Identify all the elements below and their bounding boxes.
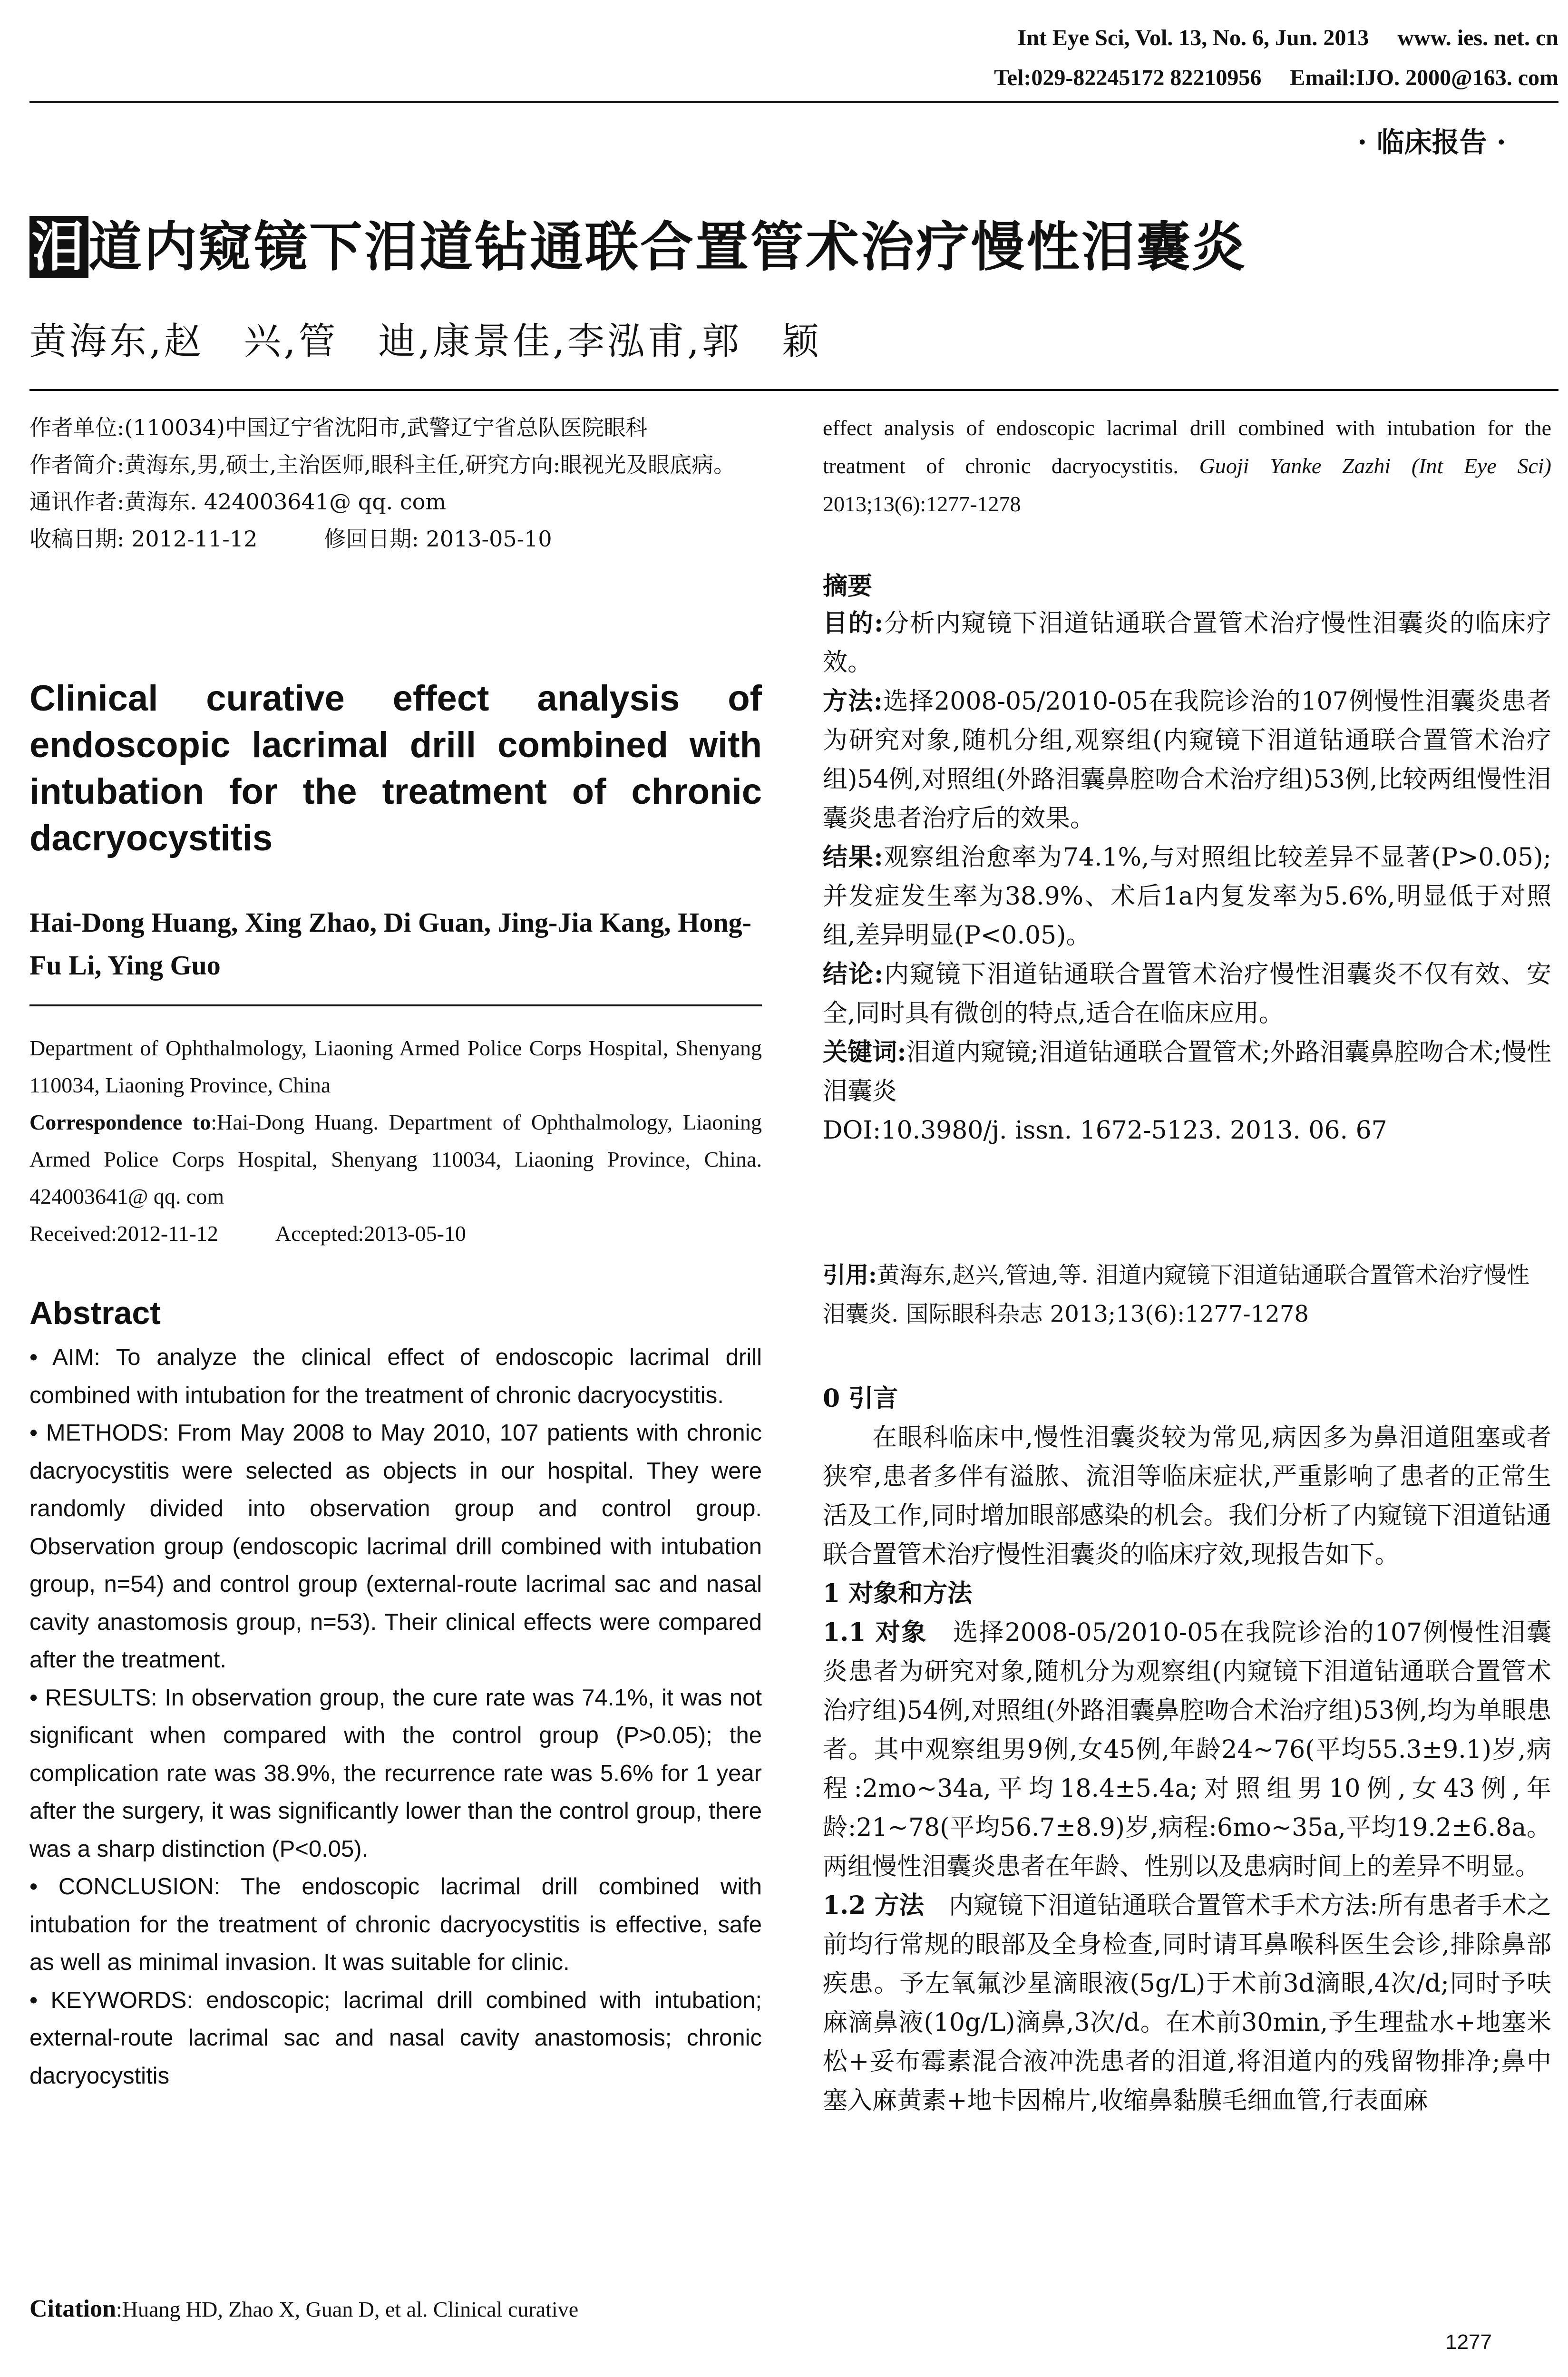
abstract-heading: Abstract: [29, 1295, 161, 1331]
method-heading: 1.2 方法: [823, 1891, 924, 1920]
mudi-label: 目的:: [823, 609, 884, 638]
citation-journal: Guoji Yanke Zazhi (Int Eye Sci): [1199, 454, 1552, 478]
page-number: 1277: [1445, 2330, 1492, 2354]
citation-tail: 2013;13(6):1277-1278: [823, 492, 1021, 516]
title-rule: [29, 389, 1558, 391]
title-first-char: 泪: [29, 216, 88, 278]
jielun-label: 结论:: [823, 960, 884, 989]
abstract-conclusion: • CONCLUSION: The endoscopic lacrimal drill combined with intubation for the treatment of chronic dacryocystitis is effective, safe as well as minimal invasion. It was suitable for clinic.: [29, 1874, 762, 1975]
correspondence-text: :Hai-Dong Huang. Department of Ophthalmology, Liaoning Armed Police Corps Hospital, Shenyang 110034, Liaoning Province, China. 424003641@ qq. com: [29, 1110, 762, 1208]
department-block: [29, 1030, 762, 1252]
jieguo-text: 观察组治愈率为74.1%,与对照组比较差异不显著(P>0.05);并发症发生率为38.9%、术后1a内复发率为5.6%,明显低于对照组,差异明显(P<0.05)。: [823, 843, 1552, 950]
abstract-body: [29, 1339, 762, 2095]
citation-start: :Huang HD, Zhao X, Guan D, et al. Clinical curative: [116, 2297, 579, 2321]
journal-email: Email:IJO. 2000@163. com: [1290, 65, 1558, 90]
zhaiyao-fangfa: [823, 682, 1551, 838]
authors-cn: 黄海东,赵 兴,管 迪,康景佳,李泓甫,郭 颖: [29, 320, 822, 363]
abstract-keywords: • KEYWORDS: endoscopic; lacrimal drill combined with intubation; external-route lacrimal sac and nasal cavity anastomosis; chronic dacryocystitis: [29, 1987, 762, 2089]
title-rest: 道内窥镜下泪道钻通联合置管术治疗慢性泪囊炎: [88, 216, 1247, 278]
fangfa-label: 方法:: [823, 687, 883, 716]
zhaiyao-mudi: [823, 604, 1551, 682]
jielun-text: 内窥镜下泪道钻通联合置管术治疗慢性泪囊炎不仅有效、安全,同时具有微创的特点,适合在临床应用。: [823, 960, 1551, 1028]
subjects-heading: 1.1 对象: [823, 1618, 927, 1647]
dates-en: [29, 1215, 762, 1252]
methods-heading: 1 对象和方法: [823, 1579, 973, 1608]
header-rule: [29, 101, 1558, 103]
kw-label: 关键词:: [823, 1038, 906, 1067]
intro-p1: 在眼科临床中,慢性泪囊炎较为常见,病因多为鼻泪道阻塞或者狭窄,患者多伴有溢脓、流泪等临床症状,严重影响了患者的正常生活及工作,同时增加眼部感染的机会。我们分析了内窥镜下泪道钻通联合置管术治疗慢性泪囊炎的临床疗效,现报告如下。: [823, 1423, 1551, 1569]
author-dates: [29, 520, 762, 557]
page-title: [29, 205, 1247, 281]
journal-info: Int Eye Sci, Vol. 13, No. 6, Jun. 2013: [1017, 25, 1369, 50]
journal-header-line1: [989, 25, 1558, 51]
journal-header-line2: [965, 65, 1558, 91]
journal-tel: Tel:029-82245172 82210956: [994, 65, 1262, 90]
section-tag: · 临床报告 ·: [1357, 126, 1506, 158]
citation-en: [29, 2292, 762, 2326]
zhaiyao-heading: 摘要: [823, 572, 873, 601]
yinyong-label: 引用:: [823, 1262, 877, 1288]
abstract-aim: • AIM: To analyze the clinical effect of endoscopic lacrimal drill combined with intubation for the treatment of chronic dacryocystitis.: [29, 1344, 762, 1408]
zhaiyao-jielun: [823, 955, 1551, 1033]
citation-label: Citation: [29, 2295, 116, 2322]
kw-text: 泪道内窥镜;泪道钻通联合置管术;外路泪囊鼻腔吻合术;慢性泪囊炎: [823, 1038, 1551, 1106]
intro-section: [823, 1379, 1551, 2120]
received-en: Received:2012-11-12: [29, 1221, 218, 1246]
method-paragraph: [823, 1886, 1551, 2120]
english-title: Clinical curative effect analysis of endoscopic lacrimal drill combined with intubation for the treatment of chronic dacryocystitis: [29, 678, 762, 858]
abstract-results: • RESULTS: In observation group, the cure rate was 74.1%, it was not significant when compared with the control group (P>0.05); the complication rate was 38.9%, the recurrence rate was 5.6% for 1 year after the surgery, it was significantly lower than the control group, there was a sharp distinction (P<0.05).: [29, 1685, 762, 1862]
subjects-paragraph: [823, 1613, 1551, 1886]
subjects-text: 选择2008-05/2010-05在我院诊治的107例慢性泪囊炎患者为研究对象,随机分为观察组(内窥镜下泪道钻通联合置管术治疗组)54例,对照组(外路泪囊鼻腔吻合术治疗组)53例,均为单眼患者。其中观察组男9例,女45例,年龄24~76(平均55.3±9.1)岁,病程:2mo~34a,平均18.4±5.4a;对照组男10例,女43例,年龄:21~78(平均56.7±8.9)岁,病程:6mo~35a,平均19.2±6.8a。两组慢性泪囊炎患者在年龄、性别以及患病时间上的差异不明显。: [823, 1618, 1551, 1881]
author-bio: 作者简介:黄海东,男,硕士,主治医师,眼科主任,研究方向:眼视光及眼底病。: [29, 452, 736, 477]
accepted-en: Accepted:2013-05-10: [275, 1221, 466, 1246]
yinyong-citation: [823, 1256, 1551, 1334]
zhaiyao-jieguo: [823, 838, 1551, 955]
abstract-methods: • METHODS: From May 2008 to May 2010, 107 patients with chronic dacryocystitis were selected as objects in our hospital. They were randomly divided into observation group and control group. Observation group (endoscopic lacrimal drill combined with intubation group, n=54) and control group (external-route lacrimal sac and nasal cavity anastomosis group, n=53). Their clinical effects were compared after the treatment.: [29, 1420, 762, 1673]
method-text: 内窥镜下泪道钻通联合置管术手术方法:所有患者手术之前均行常规的眼部及全身检查,同时请耳鼻喉科医生会诊,排除鼻部疾患。予左氧氟沙星滴眼液(5g/L)于术前3d滴眼,4次/d;同时予呋麻滴鼻液(10g/L)滴鼻,3次/d。在术前30min,予生理盐水+地塞米松+妥布霉素混合液冲洗患者的泪道,将泪道内的残留物排净;鼻中塞入麻黄素+地卡因棉片,收缩鼻黏膜毛细血管,行表面麻: [823, 1891, 1551, 2115]
author-correspondence: 通讯作者:黄海东. 424003641@ qq. com: [29, 489, 446, 515]
author-unit: 作者单位:(110034)中国辽宁省沈阳市,武警辽宁省总队医院眼科: [29, 415, 648, 440]
citation-cont: effect analysis of endoscopic lacrimal drill combined with intubation for the treatment of chronic dacryocystitis.: [823, 416, 1551, 478]
yinyong-text: 黄海东,赵兴,管迪,等. 泪道内窥镜下泪道钻通联合置管术治疗慢性泪囊炎. 国际眼科杂志 2013;13(6):1277-1278: [823, 1262, 1530, 1327]
authors-rule: [29, 1004, 762, 1006]
received-date: 收稿日期: 2012-11-12: [29, 526, 258, 552]
correspondence-label: Correspondence to: [29, 1110, 211, 1134]
zhaiyao-keywords: [823, 1033, 1551, 1111]
author-info: [29, 409, 762, 557]
english-authors: Hai-Dong Huang, Xing Zhao, Di Guan, Jing-Jia Kang, Hong-Fu Li, Ying Guo: [29, 907, 751, 981]
journal-website: www. ies. net. cn: [1397, 25, 1558, 50]
fangfa-text: 选择2008-05/2010-05在我院诊治的107例慢性泪囊炎患者为研究对象,随机分组,观察组(内窥镜下泪道钻通联合置管术治疗组)54例,对照组(外路泪囊鼻腔吻合术治疗组)53例,比较两组慢性泪囊炎患者治疗后的效果。: [823, 687, 1551, 833]
citation-continued: [823, 409, 1551, 523]
correspondence-en: [29, 1104, 762, 1215]
department: Department of Ophthalmology, Liaoning Armed Police Corps Hospital, Shenyang 110034, Liaoning Province, China: [29, 1036, 762, 1097]
zhaiyao-body: [823, 604, 1551, 1150]
jieguo-label: 结果:: [823, 843, 883, 872]
revised-date: 修回日期: 2013-05-10: [324, 526, 552, 552]
mudi-text: 分析内窥镜下泪道钻通联合置管术治疗慢性泪囊炎的临床疗效。: [823, 609, 1551, 677]
intro-heading: 0 引言: [823, 1384, 898, 1413]
zhaiyao-doi: DOI:10.3980/j. issn. 1672-5123. 2013. 06. 67: [823, 1116, 1387, 1145]
